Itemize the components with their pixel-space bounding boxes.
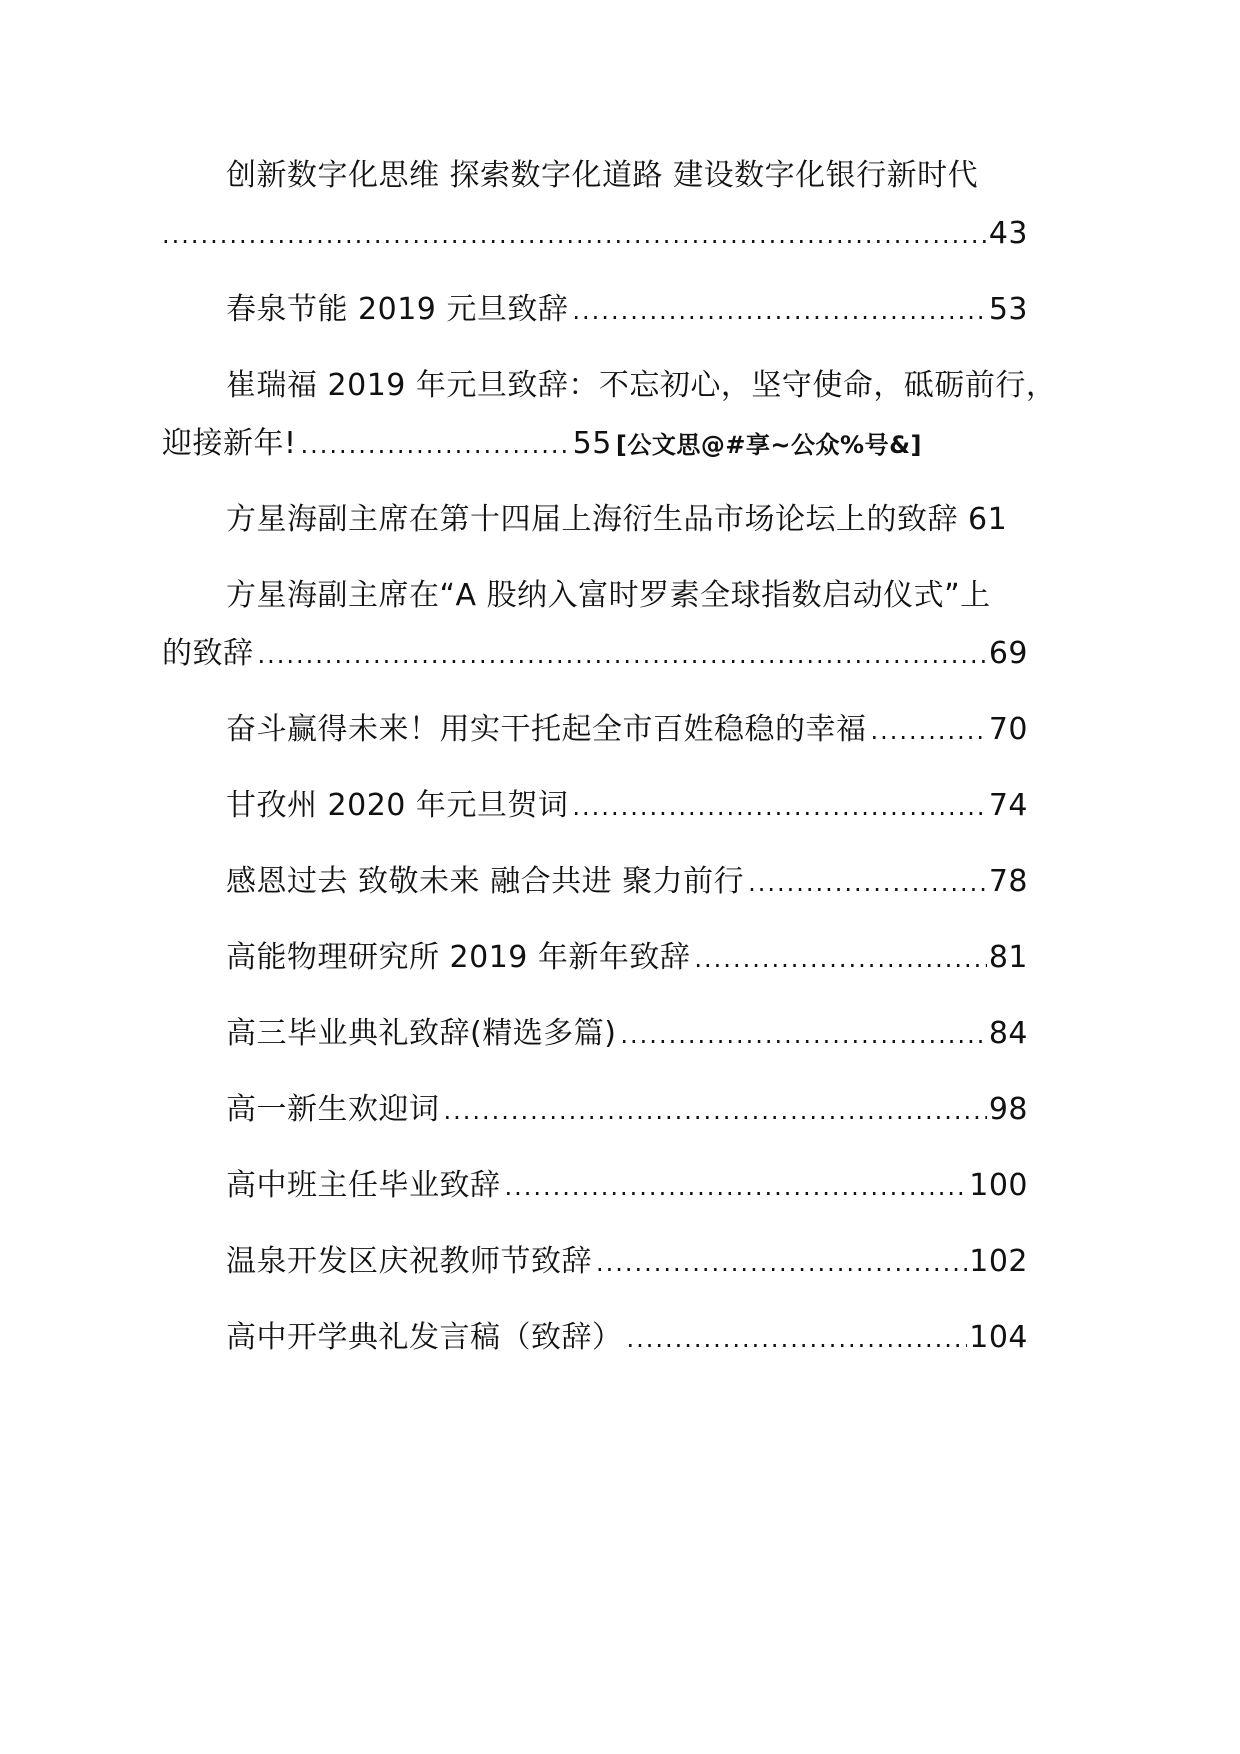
toc-page-number: 55	[572, 426, 612, 461]
toc-entry-title: 高能物理研究所 2019 年新年致辞	[226, 940, 691, 975]
toc-entry-title: 奋斗赢得未来！用实干托起全市百姓稳稳的幸福	[226, 712, 867, 747]
toc-entry-title: 高中班主任毕业致辞	[226, 1168, 501, 1203]
dot-leader	[258, 631, 987, 679]
toc-entry-title-line: 方星海副主席在“A 股纳入富时罗素全球指数启动仪式”上	[226, 578, 991, 613]
toc-page-number: 84	[988, 1016, 1028, 1051]
toc-page-number: 53	[988, 292, 1028, 327]
toc-page-number: 43	[988, 216, 1028, 251]
toc-entry-title	[226, 572, 1028, 620]
toc-page-number: 78	[988, 864, 1028, 899]
dot-leader	[162, 211, 987, 259]
dot-leader	[627, 1315, 968, 1363]
toc-page-number: 98	[988, 1092, 1028, 1127]
toc-page-number: 61	[968, 502, 1008, 537]
toc-entry[interactable]	[226, 1238, 1028, 1286]
dot-leader	[871, 707, 987, 755]
dot-leader	[694, 935, 986, 983]
toc-entry[interactable]	[226, 1086, 1028, 1134]
toc-entry-title: 方星海副主席在第十四届上海衍生品市场论坛上的致辞	[226, 502, 958, 537]
toc-entry-title-line: 崔瑞福 2019 年元旦致辞：不忘初心，坚守使命，砥砺前行，	[226, 368, 1057, 403]
toc-page-number: 102	[969, 1244, 1028, 1279]
toc-page-number: 100	[969, 1168, 1028, 1203]
toc-entry[interactable]	[226, 286, 1028, 334]
toc-entry[interactable]	[226, 1010, 1028, 1058]
toc-entry-title-line: 的致辞	[162, 636, 254, 671]
toc-entry-title	[226, 152, 1028, 200]
toc-entry-title-line: 迎接新年!	[162, 426, 297, 461]
toc-entry-title: 高一新生欢迎词	[226, 1092, 440, 1127]
toc-page-number: 74	[988, 788, 1028, 823]
toc-entry-title-line: 创新数字化思维 探索数字化道路 建设数字化银行新时代	[226, 158, 979, 193]
toc-entry-title: 春泉节能 2019 元旦致辞	[226, 292, 569, 327]
toc-entry-title: 温泉开发区庆祝教师节致辞	[226, 1244, 592, 1279]
dot-leader	[572, 287, 986, 335]
toc-page-number: 104	[969, 1320, 1028, 1355]
toc-entry-title: 高中开学典礼发言稿（致辞）	[226, 1320, 623, 1355]
dot-leader	[620, 1011, 986, 1059]
toc-page-number: 70	[988, 712, 1028, 747]
toc-entry[interactable]	[226, 1162, 1028, 1210]
toc-page-number: 69	[988, 636, 1028, 671]
toc-entry-title: 甘孜州 2020 年元旦贺词	[226, 788, 569, 823]
toc-entry[interactable]	[226, 858, 1028, 906]
dot-leader	[596, 1239, 967, 1287]
toc-entry-title: 高三毕业典礼致辞(精选多篇)	[226, 1016, 617, 1051]
watermark-text: [公文思@#享~公众%号&]	[615, 431, 922, 459]
dot-leader	[572, 783, 986, 831]
toc-entry[interactable]	[226, 1314, 1028, 1362]
toc-entry[interactable]	[162, 210, 1028, 258]
toc-entry[interactable]	[162, 420, 922, 468]
toc-entry[interactable]	[226, 706, 1028, 754]
toc-entry-title	[226, 362, 1057, 410]
dot-leader	[301, 421, 571, 469]
toc-entry[interactable]	[226, 782, 1028, 830]
toc-entry-title: 感恩过去 致敬未来 融合共进 聚力前行	[226, 864, 745, 899]
dot-leader	[748, 859, 987, 907]
toc-entry[interactable]	[226, 496, 1028, 544]
toc-entry[interactable]	[226, 934, 1028, 982]
toc-entry[interactable]	[162, 630, 1028, 678]
toc-page-number: 81	[988, 940, 1028, 975]
dot-leader	[505, 1163, 968, 1211]
dot-leader	[444, 1087, 987, 1135]
